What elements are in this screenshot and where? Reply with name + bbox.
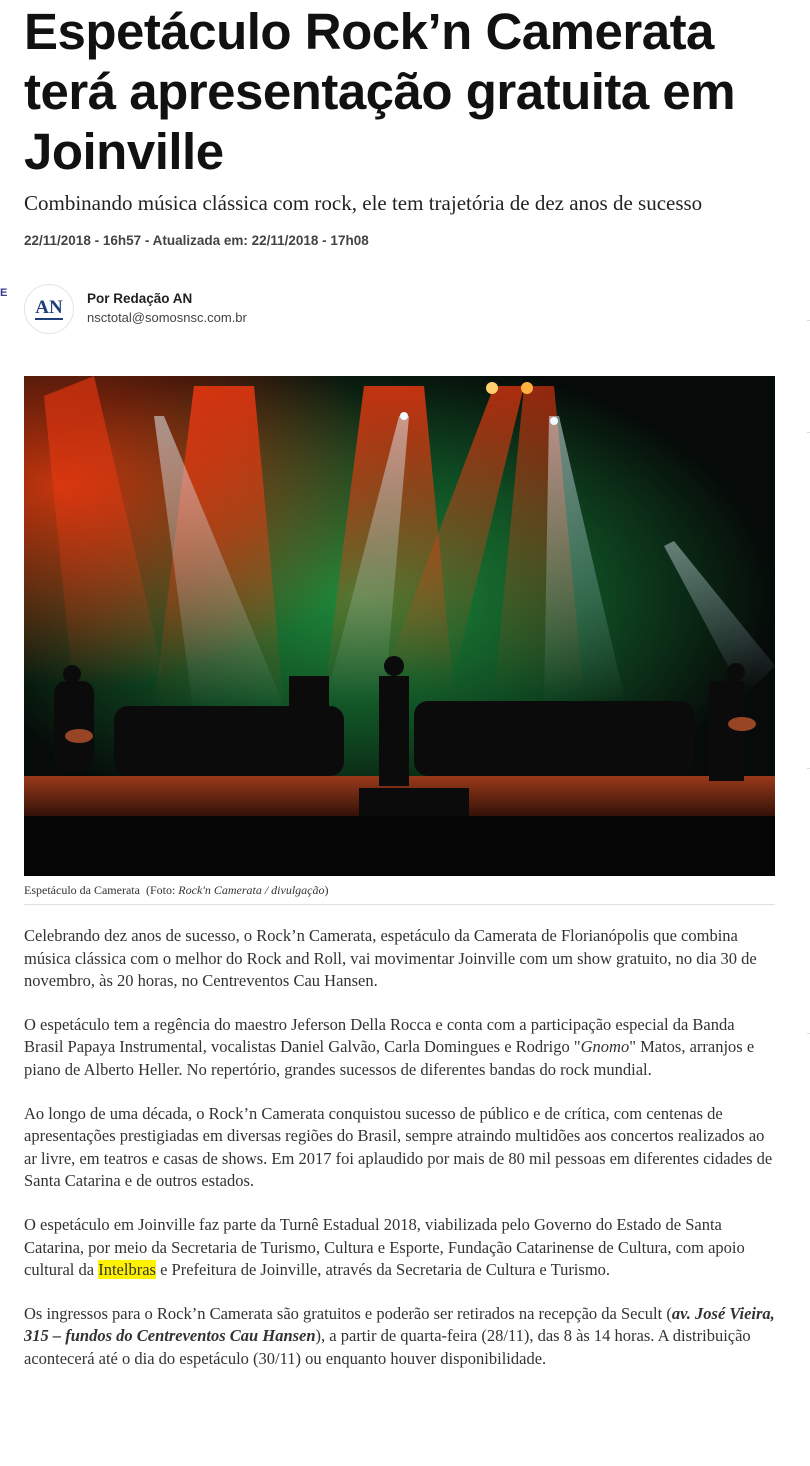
body-paragraph: O espetáculo em Joinville faz parte da Turnê Estadual 2018, viabilizada pelo Governo do Estado de Santa Catarina, por meio da Secretaria de Turismo, Cultura e Esporte, Fundação Catarinense de Cultura, com apoio cultural da Intelbras e Prefeitura de Joinville, através da Secretaria de Cultura e Turismo. (24, 1214, 745, 1280)
body-paragraph: Celebrando dez anos de sucesso, o Rock’n Camerata, espetáculo da Camerata de Florianópolis que combina música clássica com o melhor do Rock and Roll, vai movimentar Joinville com um show gratuito, no dia 30 de novembro, às 20 horas, no Centreventos Cau Hansen. (24, 926, 757, 991)
photo-caption-text: Espetáculo da Camerata (24, 883, 140, 897)
author-email[interactable]: nsctotal@somosnsc.com.br (87, 310, 247, 325)
offscreen-edge-glyph: E (0, 287, 8, 299)
body-paragraph: Ao longo de uma década, o Rock’n Camerata conquistou sucesso de público e de crítica, com centenas de apresentações prestigiadas em diversas regiões do Brasil, sempre atraindo multidões aos concertos realizados ao ar livre, em teatros e casas de shows. Em 2017 foi aplaudido por mais de 80 mil pessoas em diferentes cidades de Santa Catarina e de outros estados. (24, 1103, 773, 1191)
venue-address: av. José Vieira, 315 – fundos do Centreventos Cau Hansen (24, 1303, 775, 1346)
author-avatar-logo: AN (35, 296, 63, 318)
body-paragraph: O espetáculo tem a regência do maestro Jeferson Della Rocca e conta com a participação especial da Banda Brasil Papaya Instrumental, vocalistas Daniel Galvão, Carla Domingues e Rodrigo "Gnomo" Matos, arranjos e piano de Alberto Heller. No repertório, grandes sucessos de diferentes bandas do rock mundial. (24, 1014, 755, 1079)
article-body (24, 925, 776, 1392)
article-photo-concert-stage[interactable] (24, 376, 775, 876)
author-name[interactable]: Por Redação AN (87, 291, 193, 306)
author-avatar[interactable] (24, 284, 74, 334)
caption-divider (24, 904, 775, 905)
intelbras-link[interactable]: Intelbras (98, 1260, 156, 1280)
photo-caption (24, 883, 775, 898)
article-headline: Espetáculo Rock’n Camerata terá apresentação gratuita em Joinville (24, 3, 736, 180)
article-subtitle: Combinando música clássica com rock, ele tem trajetória de dez anos de sucesso (24, 191, 703, 215)
article-dateline: 22/11/2018 - 16h57 - Atualizada em: 22/11/2018 - 17h08 (24, 233, 369, 248)
body-paragraph: Os ingressos para o Rock’n Camerata são gratuitos e poderão ser retirados na recepção da Secult (av. José Vieira, 315 – fundos do Centreventos Cau Hansen), a partir de quarta-feira (28/11), das 8 às 14 horas. A distribuição acontecerá até o dia do espetáculo (30/11) ou enquanto houver disponibilidade. (24, 1303, 775, 1368)
photo-credit: (Foto: Rock'n Camerata / divulgação) (145, 883, 329, 897)
